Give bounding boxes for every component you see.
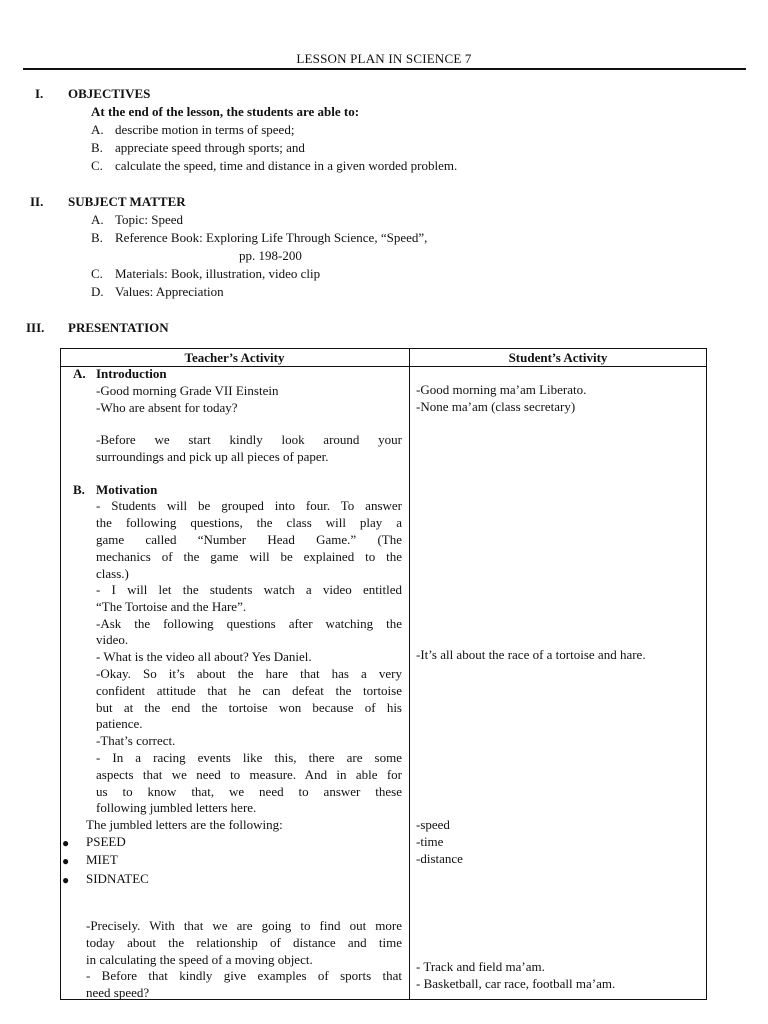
objective-letter: C. xyxy=(91,158,103,173)
subsection-heading-motivation: Motivation xyxy=(96,482,158,497)
teacher-line: need speed? xyxy=(86,985,150,1000)
student-line: -None ma’am (class secretary) xyxy=(416,399,576,414)
subject-letter: B. xyxy=(91,230,103,245)
section-numeral-presentation: III. xyxy=(26,320,45,335)
teacher-line: confident attitude that he can defeat the tortoise xyxy=(96,683,402,698)
teacher-line: game called “Number Head Game.” (The xyxy=(96,532,402,547)
teacher-line: the following questions, the class will play a xyxy=(96,515,402,530)
teacher-line: -Before we start kindly look around your xyxy=(96,432,402,447)
student-line: -time xyxy=(416,834,444,849)
section-heading-presentation: PRESENTATION xyxy=(68,320,169,335)
subject-letter: C. xyxy=(91,266,103,281)
section-numeral-subject: II. xyxy=(30,194,44,209)
teacher-line: video. xyxy=(96,632,129,647)
student-line: - Basketball, car race, football ma’am. xyxy=(416,976,616,991)
teacher-line: surroundings and pick up all pieces of paper. xyxy=(96,449,329,464)
student-line: -distance xyxy=(416,851,463,866)
teacher-line: - Students will be grouped into four. To answer xyxy=(96,498,402,513)
teacher-line: -Okay. So it’s about the hare that has a very xyxy=(96,666,402,681)
teacher-line: but at the end the tortoise won because of his xyxy=(96,700,402,715)
student-line: - Track and field ma’am. xyxy=(416,959,545,974)
subject-text: Reference Book: Exploring Life Through Science, “Speed”, xyxy=(115,230,428,245)
teacher-line: today about the relationship of distance and time xyxy=(86,935,402,950)
jumbled-word: SIDNATEC xyxy=(86,871,149,886)
objective-text: calculate the speed, time and distance in a given worded problem. xyxy=(115,158,458,173)
subsection-letter: B. xyxy=(73,482,85,497)
bullet-icon: ● xyxy=(62,854,70,868)
student-line: -Good morning ma’am Liberato. xyxy=(416,382,587,397)
subsection-heading-introduction: Introduction xyxy=(96,366,167,381)
jumbled-word: PSEED xyxy=(86,834,126,849)
teacher-line: patience. xyxy=(96,716,143,731)
section-numeral-objectives: I. xyxy=(35,86,44,101)
subsection-letter: A. xyxy=(73,366,86,381)
teacher-line: -Good morning Grade VII Einstein xyxy=(96,383,279,398)
objectives-lead: At the end of the lesson, the students are able to: xyxy=(91,104,360,119)
teacher-line: class.) xyxy=(96,566,129,581)
teacher-line: -Ask the following questions after watching the xyxy=(96,616,402,631)
teacher-line: - I will let the students watch a video entitled xyxy=(96,582,402,597)
teacher-line: aspects that we need to measure. And in able for xyxy=(96,767,402,782)
objective-text: describe motion in terms of speed; xyxy=(115,122,295,137)
section-heading-objectives: OBJECTIVES xyxy=(68,86,151,101)
section-heading-subject: SUBJECT MATTER xyxy=(68,194,186,209)
jumbled-word: MIET xyxy=(86,852,118,867)
subject-text: Materials: Book, illustration, video clip xyxy=(115,266,321,281)
objective-letter: B. xyxy=(91,140,103,155)
teacher-line: The jumbled letters are the following: xyxy=(86,817,283,832)
column-header-student: Student’s Activity xyxy=(508,350,608,365)
objective-letter: A. xyxy=(91,122,104,137)
teacher-line: following jumbled letters here. xyxy=(96,800,257,815)
subject-text: Values: Appreciation xyxy=(115,284,224,299)
teacher-line: - In a racing events like this, there are some xyxy=(96,750,402,765)
bullet-icon: ● xyxy=(62,836,70,850)
subject-text-continued: pp. 198-200 xyxy=(239,248,302,263)
teacher-line: -Precisely. With that we are going to find out more xyxy=(86,918,402,933)
teacher-line: -Who are absent for today? xyxy=(96,400,238,415)
teacher-line: “The Tortoise and the Hare”. xyxy=(96,599,247,614)
subject-letter: A. xyxy=(91,212,104,227)
column-header-teacher: Teacher’s Activity xyxy=(184,350,285,365)
table-column-divider xyxy=(409,348,410,1000)
teacher-line: -That’s correct. xyxy=(96,733,176,748)
subject-text: Topic: Speed xyxy=(115,212,184,227)
document-title: LESSON PLAN IN SCIENCE 7 xyxy=(296,51,472,66)
teacher-line: in calculating the speed of a moving object. xyxy=(86,952,313,967)
teacher-line: - What is the video all about? Yes Daniel. xyxy=(96,649,312,664)
student-line: -It’s all about the race of a tortoise and hare. xyxy=(416,647,646,662)
bullet-icon: ● xyxy=(62,873,70,887)
teacher-line: - Before that kindly give examples of sports that xyxy=(86,968,402,983)
title-rule xyxy=(23,68,746,70)
subject-letter: D. xyxy=(91,284,104,299)
teacher-line: us to know that, we need to answer these xyxy=(96,784,402,799)
student-line: -speed xyxy=(416,817,450,832)
teacher-line: mechanics of the game will be explained to the xyxy=(96,549,402,564)
objective-text: appreciate speed through sports; and xyxy=(115,140,305,155)
